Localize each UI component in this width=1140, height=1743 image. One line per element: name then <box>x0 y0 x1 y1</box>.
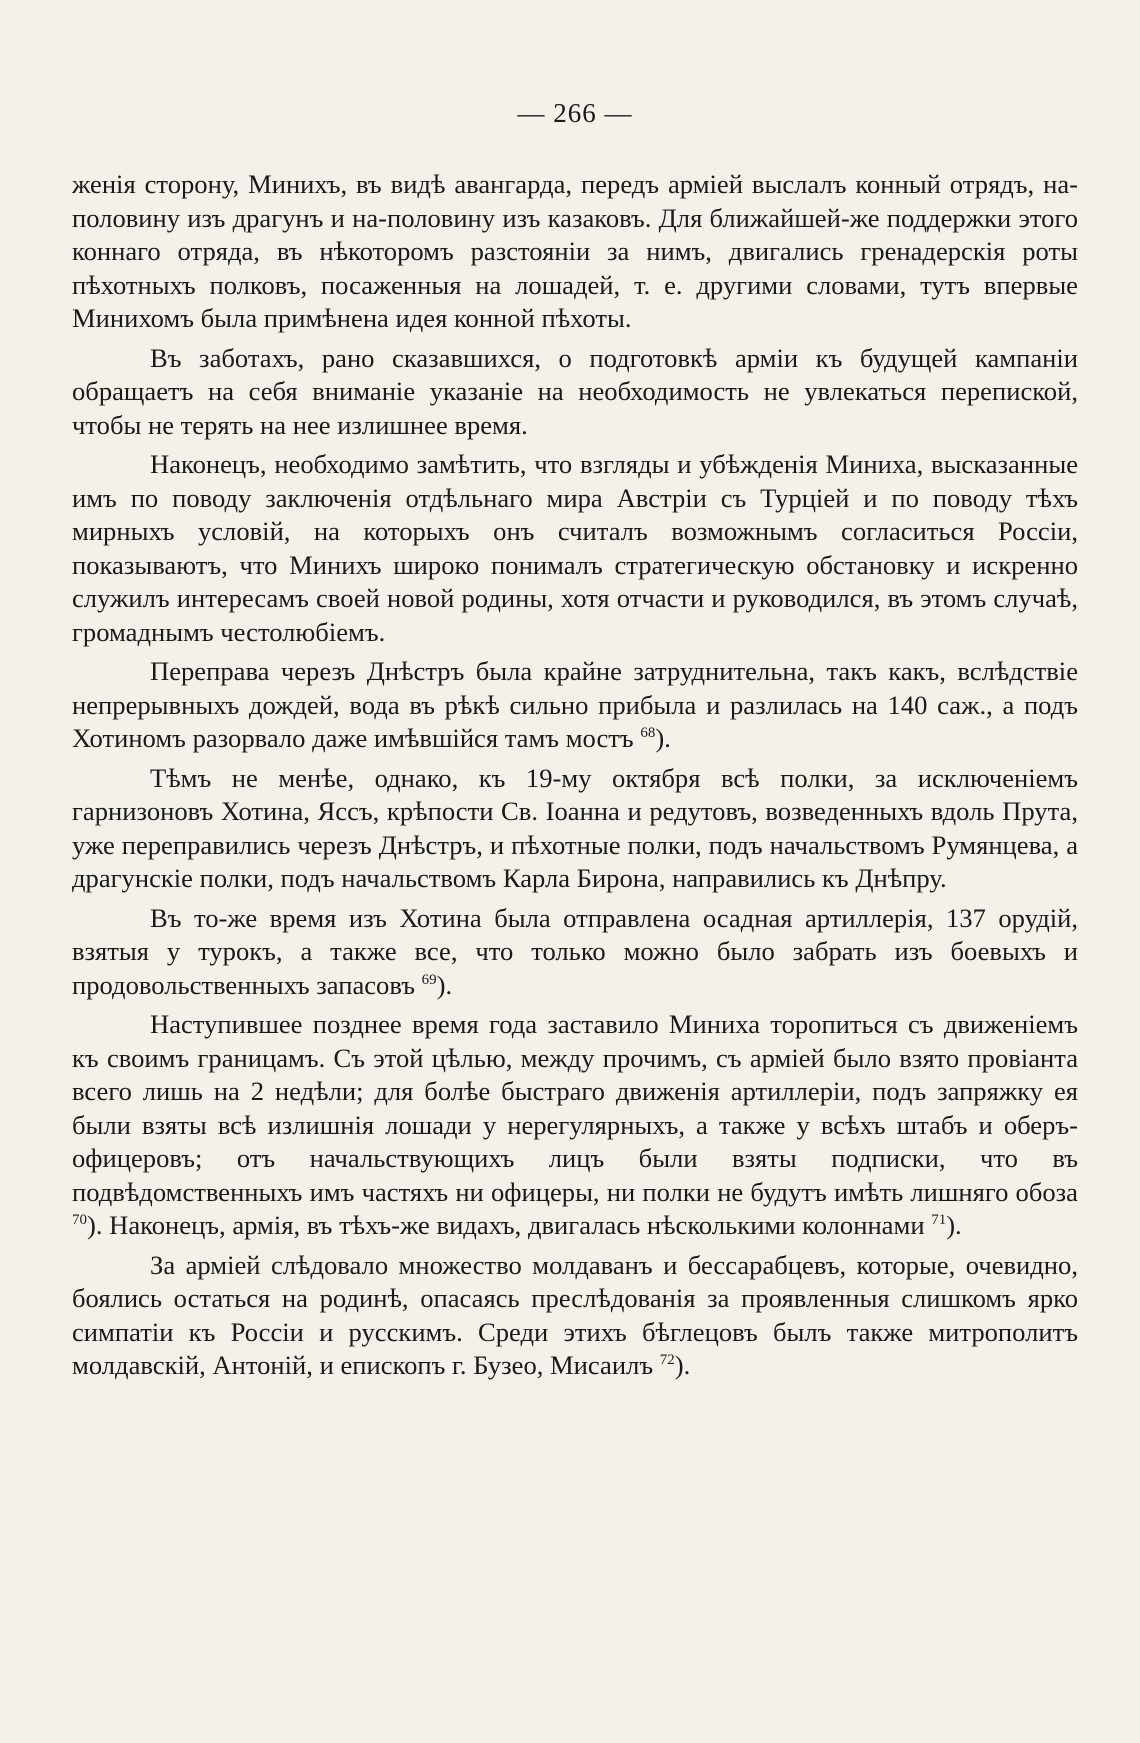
paragraph <box>72 342 1078 443</box>
paragraph <box>72 168 1078 336</box>
footnote-ref: 72 <box>659 1352 675 1369</box>
paragraph <box>72 902 1078 1003</box>
paragraph <box>72 1249 1078 1383</box>
footnote-ref: 70 <box>72 1212 87 1229</box>
paragraph-text: женія сторону, Минихъ, въ видѣ авангарда, передъ арміей выслалъ конный отрядъ, на-половину изъ драгунъ и на-половину изъ казаковъ. Для ближайшей-же поддержки этого коннаго отряда, въ нѣкоторомъ разстояніи за нимъ, двигались гренадерскія роты пѣхотныхъ полковъ, посаженныя на лошадей, т. е. другими словами, тутъ впервые Минихомъ была примѣнена идея конной пѣхоты. <box>72 169 1078 333</box>
footnote-ref: 71 <box>931 1212 947 1229</box>
paragraph <box>72 762 1078 896</box>
paragraph-text: Переправа черезъ Днѣстръ была крайне затруднительна, такъ какъ, вслѣдствіе непрерывныхъ дождей, вода въ рѣкѣ сильно прибыла и разлилась на 140 саж., а подъ Хотиномъ разорвало даже имѣвшійся тамъ мостъ <box>72 656 1078 753</box>
paragraph-text: За арміей слѣдовало множество молдаванъ и бессарабцевъ, которые, очевидно, боялись остаться на родинѣ, опасаясь преслѣдованія за проявленныя слишкомъ ярко симпатіи къ Россіи и русскимъ. Среди этихъ бѣглецовъ былъ также митрополитъ молдавскій, Антоній, и епископъ г. Бузео, Мисаилъ <box>72 1249 1078 1380</box>
paragraph-text: ). <box>674 1350 691 1380</box>
footnote-ref: 69 <box>421 971 437 988</box>
paragraph-text: ). <box>946 1210 962 1240</box>
paragraph-text: Въ заботахъ, рано сказавшихся, о подготовкѣ арміи къ будущей кампаніи обращаетъ на себя вниманіе указаніе на необходимость не увлекаться перепиской, чтобы не терять на нее излишнее время. <box>72 342 1078 440</box>
paragraph-text: ). <box>655 723 671 753</box>
paragraph <box>72 655 1078 756</box>
paragraph-text: Наступившее позднее время года заставило Миниха торопиться съ движеніемъ къ своимъ границамъ. Съ этой цѣлью, между прочимъ, съ арміей было взято провіанта всего лишь на 2 недѣли; для болѣе быстраго движенія артиллеріи, подъ запряжку ея были взяты всѣ излишнія лошади у нерегулярныхъ, а также у всѣхъ штабъ и оберъ-офицеровъ; отъ начальствующихъ лицъ были взяты подписки, что въ подвѣдомственныхъ имъ частяхъ ни офицеры, ни полки не будутъ имѣть лишняго обоза <box>72 1009 1078 1207</box>
paragraph-text: ). <box>436 969 453 1000</box>
footnote-ref: 68 <box>640 725 656 742</box>
paragraph-text: Наконецъ, необходимо замѣтить, что взгляды и убѣжденія Миниха, высказанные имъ по поводу заключенія отдѣльнаго мира Австріи съ Турціей и по поводу тѣхъ мирныхъ условій, на которыхъ онъ считалъ возможнымъ согласиться Россіи, показываютъ, что Минихъ широко понималъ стратегическую обстановку и искренно служилъ интересамъ своей новой родины, хотя отчасти и руководился, въ этомъ случаѣ, громаднымъ честолюбіемъ. <box>72 449 1078 647</box>
page-number: — 266 — <box>517 98 633 128</box>
paragraph <box>72 448 1078 649</box>
paragraph-text: ). Наконецъ, армія, въ тѣхъ-же видахъ, двигалась нѣсколькими колоннами <box>87 1210 925 1240</box>
paragraph-text: Въ то-же время изъ Хотина была отправлена осадная артиллерія, 137 орудій, взятыя у турокъ, а также все, что только можно было забрать изъ боевыхъ и продовольственныхъ запасовъ <box>72 902 1078 1000</box>
body-text <box>72 168 1078 1383</box>
paragraph <box>72 1008 1078 1243</box>
paragraph-text: Тѣмъ не менѣе, однако, къ 19-му октября всѣ полки, за исключеніемъ гарнизоновъ Хотина, Яссъ, крѣпости Св. Іоанна и редутовъ, возведенныхъ вдоль Прута, уже переправились черезъ Днѣстръ, и пѣхотные полки, подъ начальствомъ Румянцева, а драгунскіе полки, подъ начальствомъ Карла Бирона, направились къ Днѣпру. <box>72 762 1078 893</box>
